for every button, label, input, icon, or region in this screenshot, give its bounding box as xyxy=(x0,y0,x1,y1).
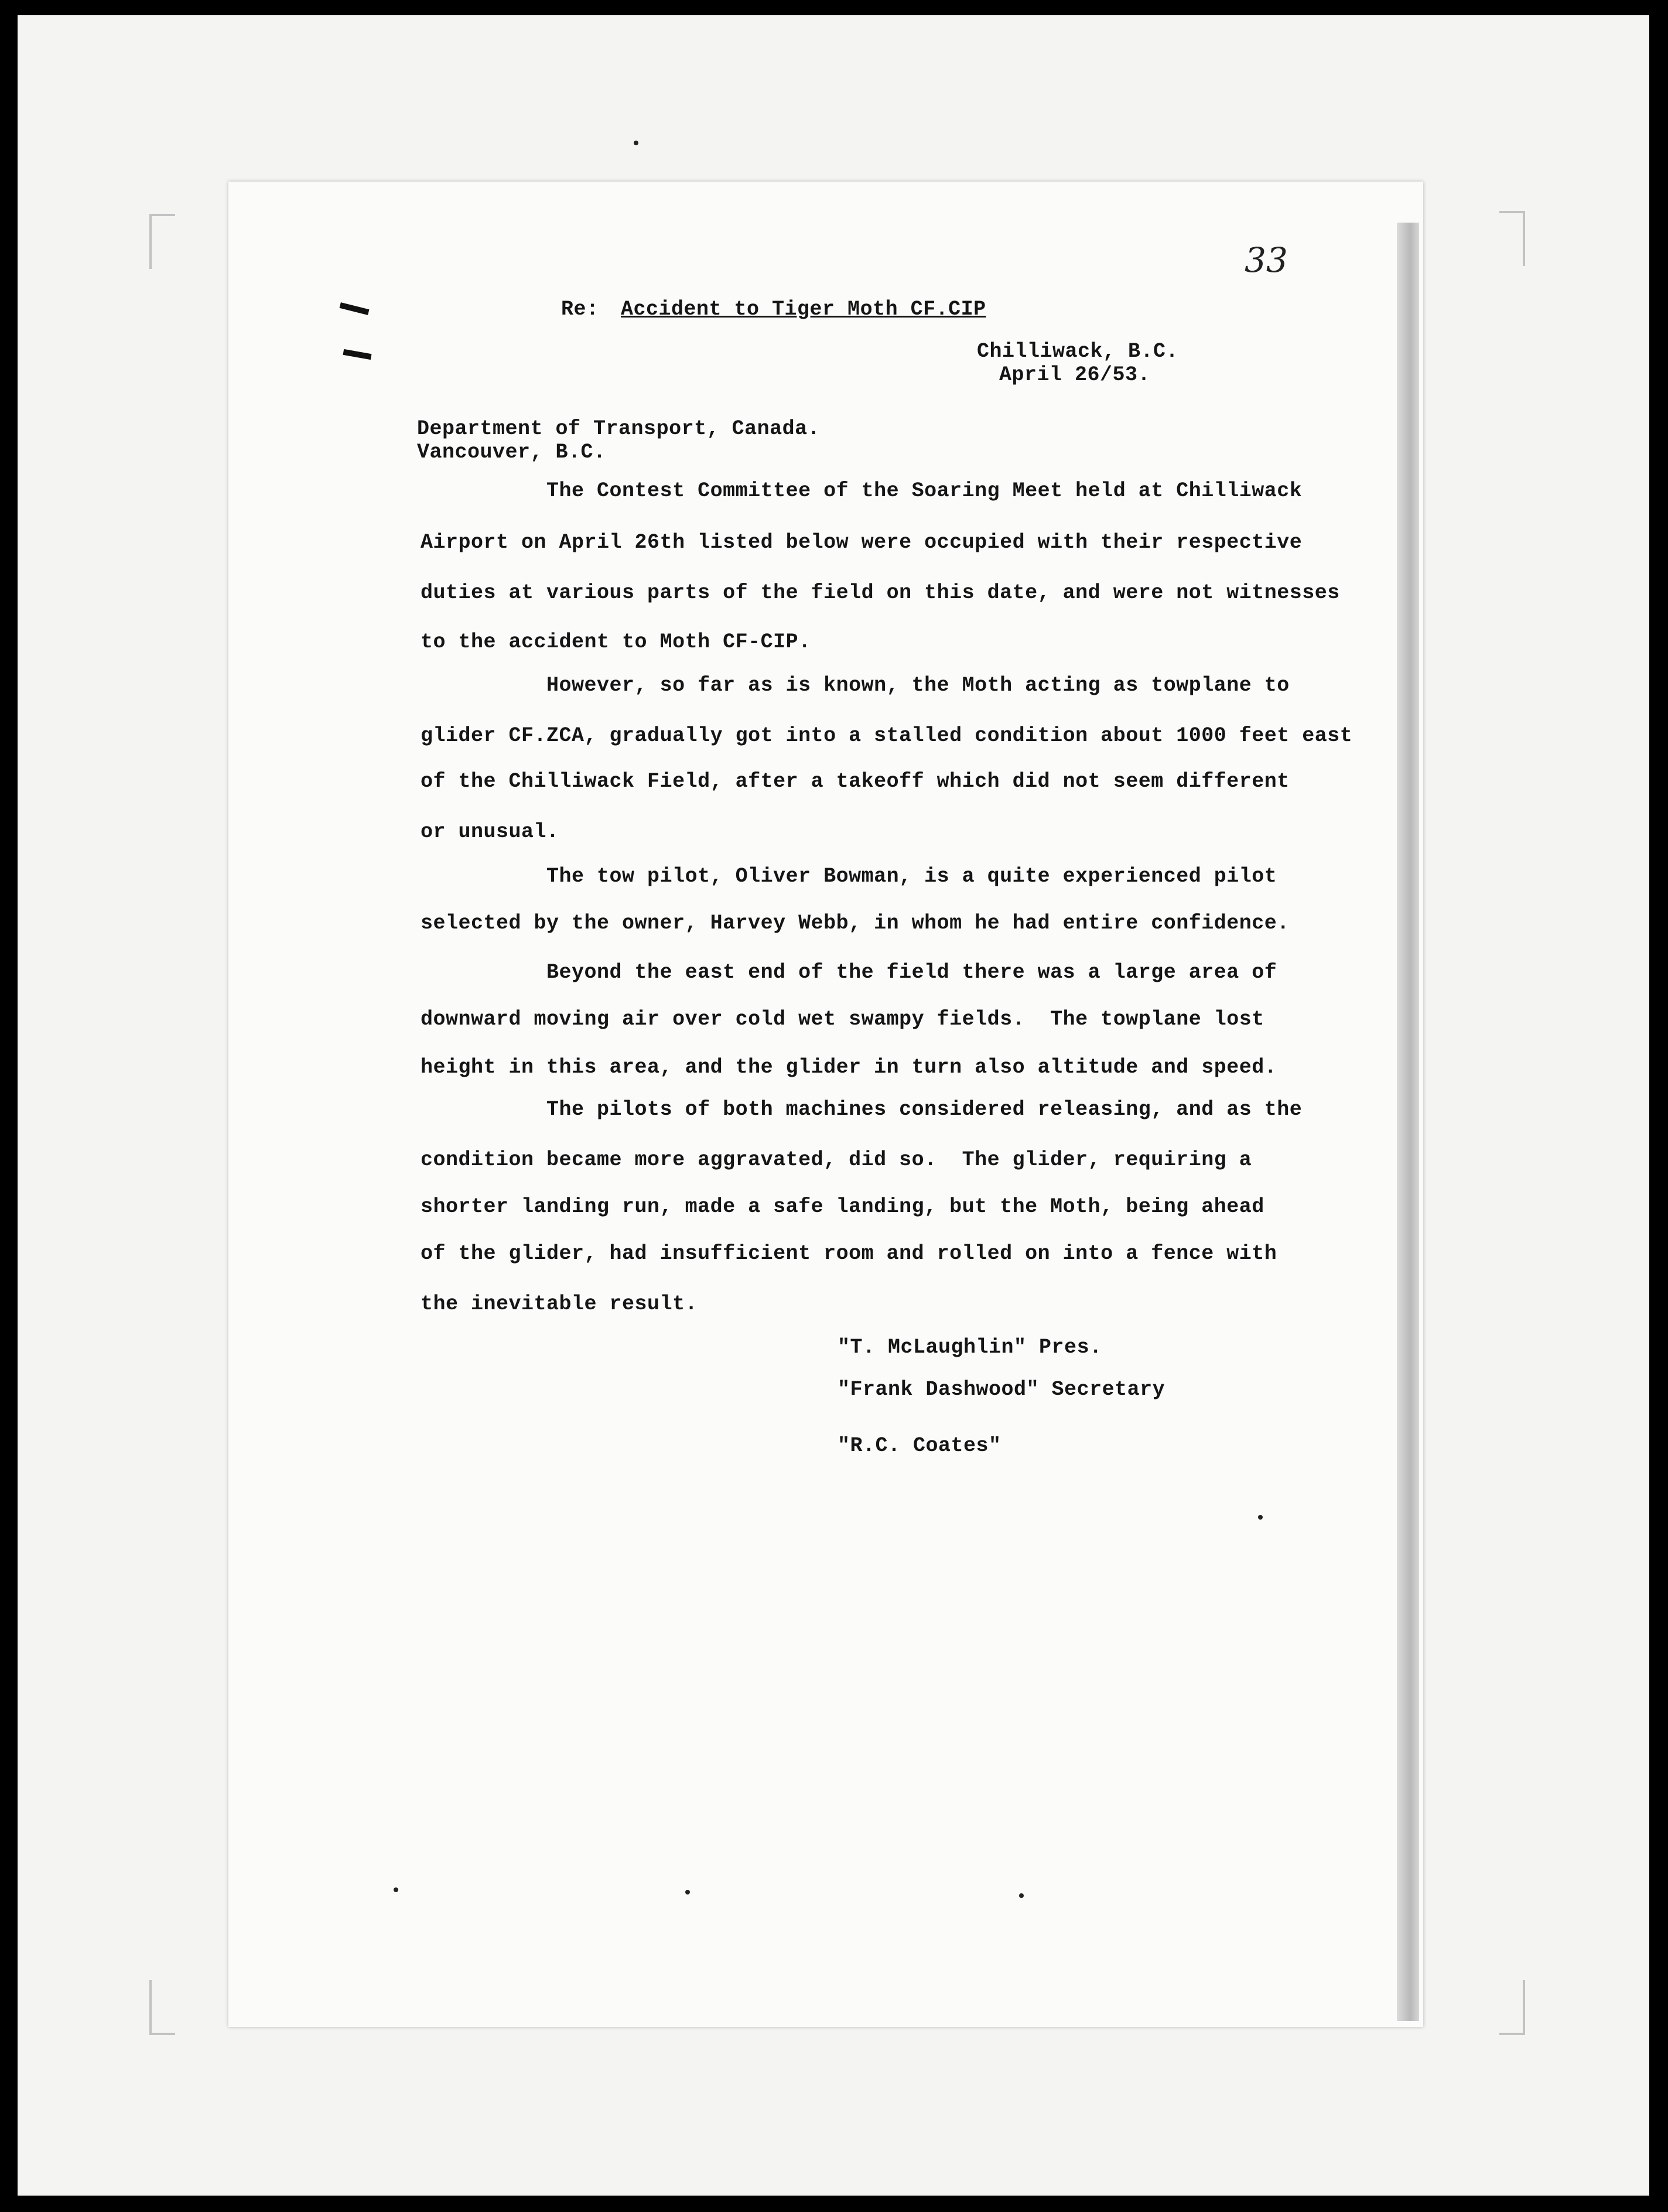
body-line: The tow pilot, Oliver Bowman, is a quite experienced pilot xyxy=(421,865,1277,888)
body-line: selected by the owner, Harvey Webb, in whom he had entire confidence. xyxy=(421,912,1290,935)
body-line: height in this area, and the glider in turn also altitude and speed. xyxy=(421,1056,1277,1079)
corner-bracket-top-left xyxy=(149,214,175,269)
speck xyxy=(685,1890,690,1894)
speck xyxy=(1258,1515,1263,1520)
heading-prefix: Re: xyxy=(561,298,599,321)
page-number: 33 xyxy=(1245,240,1288,280)
body-line: The Contest Committee of the Soaring Meet held at Chilliwack xyxy=(421,479,1303,503)
speck xyxy=(394,1887,398,1892)
body-line: Beyond the east end of the field there was a large area of xyxy=(421,961,1277,984)
body-line: However, so far as is known, the Moth acting as towplane to xyxy=(421,674,1290,697)
corner-bracket-bottom-right xyxy=(1499,1980,1525,2035)
body-line: of the Chilliwack Field, after a takeoff which did not seem different xyxy=(421,770,1290,793)
body-line: shorter landing run, made a safe landing, but the Moth, being ahead xyxy=(421,1195,1264,1218)
body-line: of the glider, had insufficient room and rolled on into a fence with xyxy=(421,1242,1277,1265)
corner-bracket-bottom-left xyxy=(149,1980,175,2035)
signature-secretary: "Frank Dashwood" Secretary xyxy=(838,1378,1165,1401)
body-line: The pilots of both machines considered releasing, and as the xyxy=(421,1098,1303,1121)
body-line: duties at various parts of the field on this date, and were not witnesses xyxy=(421,581,1340,605)
addressee-line-1: Department of Transport, Canada. xyxy=(417,417,821,441)
signature-member: "R.C. Coates" xyxy=(838,1434,1002,1457)
page-edge-shadow xyxy=(1397,223,1419,2021)
heading-subject: Accident to Tiger Moth CF.CIP xyxy=(621,298,986,321)
body-line: the inevitable result. xyxy=(421,1292,698,1316)
signature-president: "T. McLaughlin" Pres. xyxy=(838,1336,1102,1359)
body-line: glider CF.ZCA, gradually got into a stalled condition about 1000 feet east xyxy=(421,724,1353,747)
letter-date: April 26/53. xyxy=(999,363,1151,387)
body-line: downward moving air over cold wet swampy fields. The towplane lost xyxy=(421,1008,1264,1031)
body-line: condition became more aggravated, did so. The glider, requiring a xyxy=(421,1148,1252,1172)
letter-place: Chilliwack, B.C. xyxy=(977,340,1179,363)
corner-bracket-top-right xyxy=(1499,211,1525,266)
speck xyxy=(1019,1893,1024,1898)
body-line: or unusual. xyxy=(421,820,559,844)
body-line: to the accident to Moth CF-CIP. xyxy=(421,630,811,654)
addressee-line-2: Vancouver, B.C. xyxy=(417,441,606,464)
speck xyxy=(634,141,638,145)
body-line: Airport on April 26th listed below were occupied with their respective xyxy=(421,531,1303,554)
